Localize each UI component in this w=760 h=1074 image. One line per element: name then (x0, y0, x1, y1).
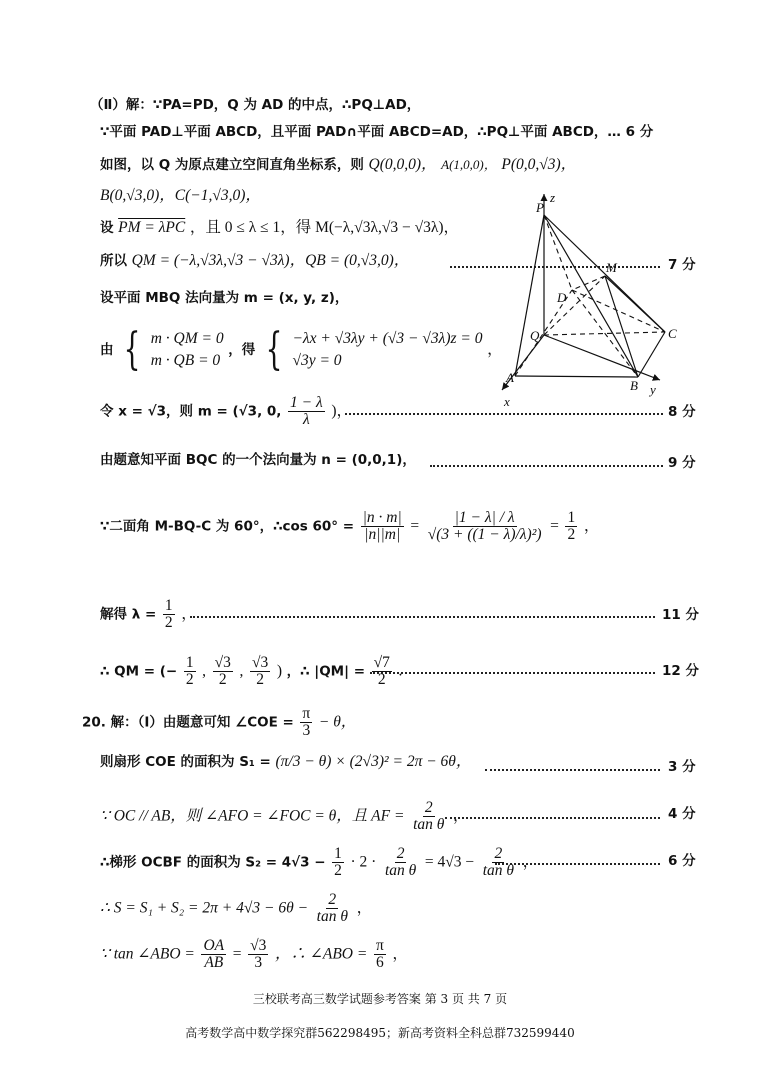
score-7: 7 分 (668, 257, 696, 273)
fraction: $\frac{2}{\text{tan θ}}$ (413, 799, 445, 833)
fraction: $\frac{√3}{3}$ (250, 937, 267, 971)
dot-leader (345, 413, 663, 415)
fraction: $\frac{1}{2}$ (567, 509, 576, 543)
q20-line-3: ∵ OC // AB，则 ∠AFO = ∠FOC = θ，且 AF = $\frac{2}{\text{tan θ}}$ ， (100, 799, 469, 833)
fraction: $\frac{|1 - \lambda| / \lambda}{\text{√(3 + ((1 − λ)/λ)²)}}$ (427, 509, 542, 543)
q20-line-1: 20. 解：（Ⅰ）由题意可知 ∠COE = $\frac{\pi}{3}$ − θ， (82, 705, 357, 739)
dot-leader (430, 465, 663, 467)
promo-footer: 高考数学高中数学探究群562298495；新高考资料全科总群732599440 (185, 1026, 575, 1040)
fraction: $\frac{√3}{2}$ (214, 654, 231, 688)
page-footer: 三校联考高三数学试题参考答案 第 3 页 共 7 页 (252, 992, 508, 1006)
fraction: $\frac{OA}{AB}$ (203, 937, 225, 971)
dot-leader (190, 616, 655, 618)
fraction: $\frac{√3}{2}$ (252, 654, 269, 688)
part2-line-7: 设平面 MBQ 法向量为 m = (x, y, z)， (100, 290, 349, 306)
left-brace: { (123, 324, 141, 375)
equation-system-2: −λx + √3λy + (√3 − √3λ)z = 0 √3y = 0 (292, 330, 483, 369)
left-brace: { (265, 324, 283, 375)
dot-leader (485, 769, 660, 771)
label-b: B (630, 378, 638, 393)
fraction: $\frac{|n \cdot m|}{|n||m|}$ (362, 509, 402, 543)
equation-system-1: m · QM = 0 m · QB = 0 (150, 330, 224, 369)
q20-line-6: ∵ tan ∠ABO = $\frac{OA}{AB}$ = $\frac{√3}{3}$ ，∴ ∠ABO = $\frac{\pi}{6}$ ， (100, 937, 408, 971)
fraction: $\frac{1}{2}$ (334, 845, 342, 879)
q20-line-4: ∴梯形 OCBF 的面积为 S₂ = 4√3 − $\frac{1}{2}$ · 2 · $\frac{2}{\text{tan θ}}$ = 4√3 − $\frac{2}{\text{tan θ}}$ ， (100, 845, 539, 879)
part2-line-11: ∵二面角 M-BQ-C 为 60°，∴cos 60° = $\frac{|n \cdot m|}{|n||m|}$ = $\frac{|1 - \lambda| / \lambda}{\text{√(3 + ((1 − λ)/λ)²)}}$ = $\frac{1}{2}$ ， (100, 509, 600, 543)
label-m: M (606, 260, 617, 275)
dot-leader (495, 863, 660, 865)
score-3: 3 分 (668, 759, 696, 775)
label-z: z (550, 190, 556, 205)
part2-line-1: （Ⅱ）解：∵PA=PD，Q 为 AD 的中点，∴PQ⊥AD， (90, 97, 421, 113)
part2-line-2: ∵平面 PAD⊥平面 ABCD，且平面 PAD∩平面 ABCD=AD，∴PQ⊥平面 ABCD，… 6 分 (100, 124, 654, 140)
part2-line-3: 如图，以 Q 为原点建立空间直角坐标系，则 Q(0,0,0)， A(1,0,0)， P(0,0,√3)， (100, 156, 577, 173)
score-12: 12 分 (662, 663, 699, 679)
score-9: 9 分 (668, 455, 696, 471)
pyramid-figure (490, 180, 700, 410)
fraction: $\frac{√7}{2}$ (373, 654, 390, 688)
part2-line-9: 令 x = √3，则 m = (√3, 0, $\frac{1 - \lambda}{\lambda}$ )， (100, 394, 352, 428)
label-a: A (506, 370, 514, 385)
score-11: 11 分 (662, 607, 699, 623)
fraction: $\frac{1}{2}$ (164, 597, 173, 631)
dot-leader (370, 672, 655, 674)
fraction: $\frac{1}{2}$ (185, 654, 194, 688)
score-6: 6 分 (668, 853, 696, 869)
y-axis (544, 335, 660, 380)
score-8: 8 分 (668, 404, 696, 420)
part2-line-10: 由题意知平面 BQC 的一个法向量为 n = (0,0,1)， (100, 452, 416, 468)
fraction: $\frac{1 - \lambda}{\lambda}$ (290, 394, 323, 428)
part2-line-6: 所以 QM = (−λ,√3λ,√3 − √3λ)，QB = (0,√3,0)， (100, 252, 410, 269)
label-c: C (668, 326, 677, 341)
label-p: P (536, 200, 544, 215)
q20-line-2: 则扇形 COE 的面积为 S₁ = (π/3 − θ) × (2√3)² = 2π − 6θ， (100, 753, 472, 770)
part2-line-12: 解得 λ = $\frac{1}{2}$ ， (100, 597, 197, 631)
part2-line-8: 由 { m · QM = 0 m · QB = 0 ，得 { −λx + √3λy + (√3 − √3λ)z = 0 √3y = 0 ， (100, 324, 503, 375)
fraction: $\frac{2}{\text{tan θ}}$ (482, 845, 515, 879)
label-d: D (557, 290, 567, 305)
fraction: $\frac{\pi}{3}$ (302, 705, 311, 739)
label-q: Q (530, 328, 540, 343)
part2-line-4: B(0,√3,0)，C(−1,√3,0)， (100, 187, 261, 204)
part2-line-5: 设 PM = λPC ，且 0 ≤ λ ≤ 1，得 M(−λ,√3λ,√3 − √3λ)， (100, 219, 460, 236)
score-4: 4 分 (668, 806, 696, 822)
fraction: $\frac{\pi}{6}$ (375, 937, 384, 971)
pyramid-diagram (490, 180, 700, 410)
label-y: y (650, 382, 656, 397)
label-x: x (504, 394, 510, 409)
fraction: $\frac{2}{\text{tan θ}}$ (384, 845, 417, 879)
q20-line-5: ∴ S = S₁ + S₂ = 2π + 4√3 − 6θ − $\frac{2}{\text{tan θ}}$ ， (100, 891, 373, 925)
fraction: $\frac{2}{\text{tan θ}}$ (316, 891, 348, 925)
dot-leader (445, 817, 660, 819)
part2-line-13: ∴ QM = (− $\frac{1}{2}$ , $\frac{√3}{2}$ , $\frac{√3}{2}$ ) ，∴ |QM| = $\frac{√7}{2}$ . (100, 654, 403, 688)
